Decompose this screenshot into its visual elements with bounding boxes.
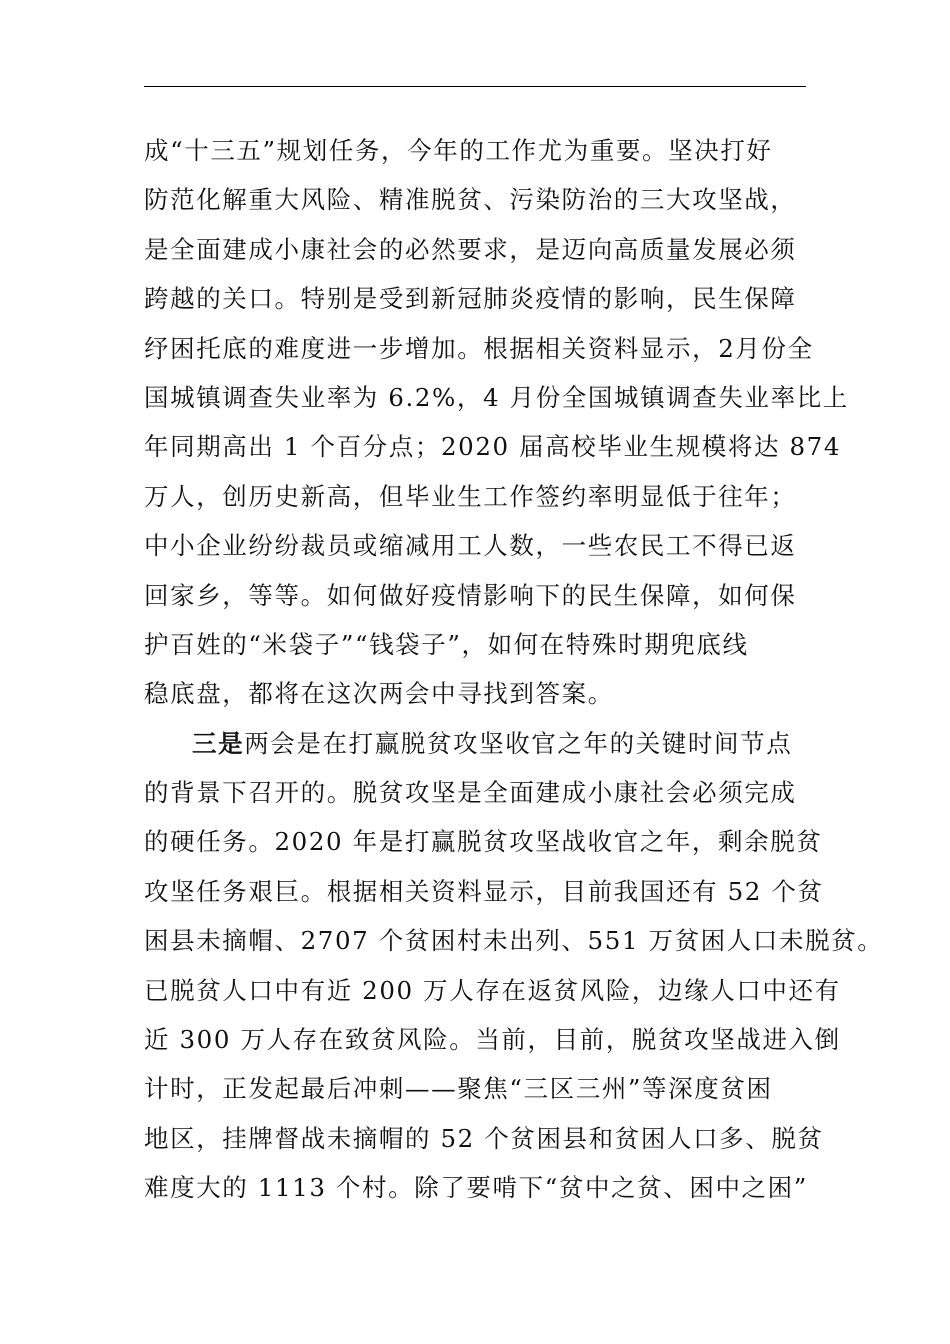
header-rule [144,86,806,87]
text-line: 护百姓的“米袋子”“钱袋子”，如何在特殊时期兜底线 [144,629,749,659]
paragraph-2 [144,719,884,1213]
text-line: 中小企业纷纷裁员或缩减用工人数，一些农民工不得已返 [144,531,797,561]
text-line: 的硬任务。2020 年是打赢脱贫攻坚战收官之年，剩余脱贫 [144,827,823,857]
text-line: 国城镇调查失业率为 6.2%，4 月份全国城镇调查失业率比上 [144,382,849,412]
text-line: 防范化解重大风险、精准脱贫、污染防治的三大攻坚战， [144,185,797,215]
text-line: 稳底盘，都将在这次两会中寻找到答案。 [144,679,614,709]
paragraph-1 [144,126,849,719]
text-line: 是全面建成小康社会的必然要求，是迈向高质量发展必须 [144,234,797,264]
text-line: 纾困托底的难度进一步增加。根据相关资料显示，2月份全 [144,333,814,363]
text-line: 的背景下召开的。脱贫攻坚是全面建成小康社会必须完成 [144,778,797,808]
paragraph-lead: 三是 [192,728,245,758]
document-body [144,126,884,1213]
text-line: 攻坚任务艰巨。根据相关资料显示，目前我国还有 52 个贫 [144,876,824,906]
text-line: 近 300 万人存在致贫风险。当前，目前，脱贫攻坚战进入倒 [144,1025,841,1055]
paragraph-2-first-line [144,719,824,768]
text-line: 已脱贫人口中有近 200 万人存在返贫风险，边缘人口中还有 [144,975,841,1005]
text-line: 跨越的关口。特别是受到新冠肺炎疫情的影响，民生保障 [144,284,797,314]
text-line: 计时，正发起最后冲刺——聚焦“三区三州”等深度贫困 [144,1074,773,1104]
text-line: 成“十三五”规划任务，今年的工作尤为重要。坚决打好 [144,136,773,165]
text-line: 地区，挂牌督战未摘帽的 52 个贫困县和贫困人口多、脱贫 [144,1123,824,1153]
text-line: 年同期高出 1 个百分点；2020 届高校毕业生规模将达 874 [144,432,842,462]
text-line: 困县未摘帽、2707 个贫困村未出列、551 万贫困人口未脱贫。 [144,926,884,956]
text-line: 难度大的 1113 个村。除了要啃下“贫中之贫、困中之困” [144,1173,808,1203]
first-line-text: 两会是在打赢脱贫攻坚收官之年的关键时间节点 [244,728,793,758]
text-line: 回家乡，等等。如何做好疫情影响下的民生保障，如何保 [144,580,797,610]
text-line: 万人，创历史新高，但毕业生工作签约率明显低于往年； [144,481,797,511]
